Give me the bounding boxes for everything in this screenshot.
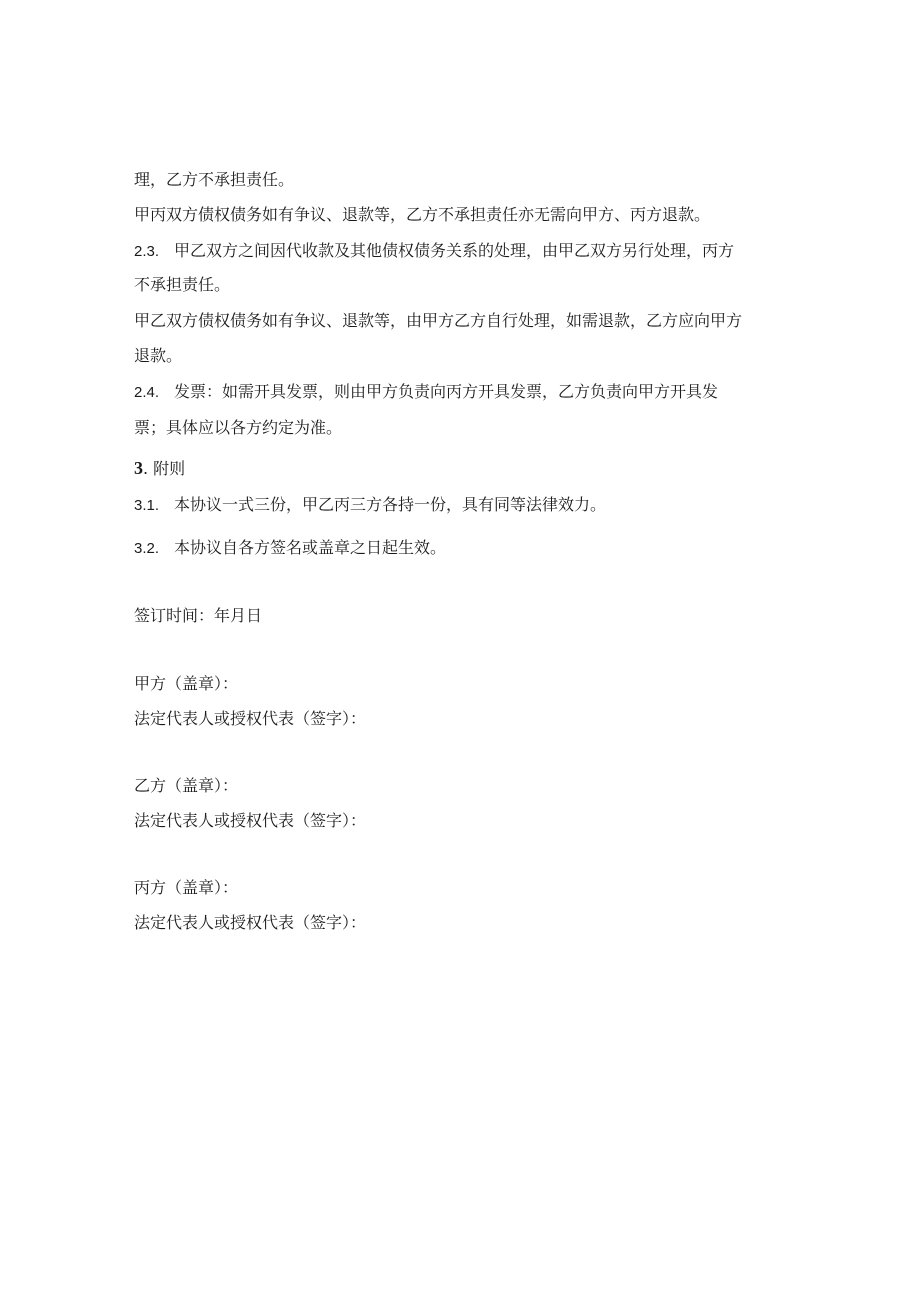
clause-2-4-continuation — [134, 418, 342, 438]
party-a-label: 甲方（盖章）： — [134, 674, 239, 693]
clause-number: 2.3. — [134, 243, 160, 260]
party-a-representative — [134, 709, 366, 729]
clause-text: 不承担责任。 — [134, 275, 231, 294]
clause-number: 2.4. — [134, 384, 160, 401]
clause-2-3 — [134, 241, 734, 262]
paragraph-dispute-ac — [134, 311, 742, 331]
paragraph-text: 退款。 — [134, 346, 183, 365]
section-title: . 附则 — [143, 459, 186, 478]
party-b-representative — [134, 811, 366, 831]
clause-text: 甲乙双方之间因代收款及其他债权债务关系的处理，由甲乙双方另行处理，丙方 — [174, 241, 735, 260]
paragraph-dispute-ac-continuation — [134, 346, 182, 366]
party-c-seal — [134, 878, 238, 898]
clause-number: 3.1. — [134, 497, 160, 514]
clause-text: 本协议自各方签名或盖章之日起生效。 — [174, 538, 447, 557]
signing-date — [134, 606, 262, 626]
clause-3-1 — [134, 495, 606, 516]
party-b-rep-label: 法定代表人或授权代表（签字）： — [134, 811, 367, 830]
paragraph-continuation — [134, 170, 294, 190]
section-number: 3 — [134, 458, 143, 478]
clause-text: 票；具体应以各方约定为准。 — [134, 418, 343, 437]
party-c-rep-label: 法定代表人或授权代表（签字）： — [134, 913, 367, 932]
party-a-seal — [134, 674, 238, 694]
clause-3-2 — [134, 538, 446, 559]
paragraph-text: 甲乙双方债权债务如有争议、退款等，由甲方乙方自行处理，如需退款，乙方应向甲方 — [134, 311, 743, 330]
clause-2-3-continuation — [134, 275, 230, 295]
signing-date-label: 签订时间：年月日 — [134, 606, 263, 625]
paragraph-dispute-ab — [134, 205, 710, 225]
paragraph-text: 理，乙方不承担责任。 — [134, 170, 295, 189]
clause-text: 发票：如需开具发票，则由甲方负责向丙方开具发票，乙方负责向甲方开具发 — [174, 382, 719, 401]
party-c-representative — [134, 913, 366, 933]
party-c-label: 丙方（盖章）： — [134, 878, 239, 897]
clause-text: 本协议一式三份，甲乙丙三方各持一份，具有同等法律效力。 — [174, 495, 607, 514]
party-b-seal — [134, 776, 238, 796]
paragraph-text: 甲丙双方债权债务如有争议、退款等，乙方不承担责任亦无需向甲方、丙方退款。 — [134, 205, 711, 224]
clause-2-4 — [134, 382, 718, 403]
section-3-heading — [134, 458, 185, 479]
clause-number: 3.2. — [134, 540, 160, 557]
party-a-rep-label: 法定代表人或授权代表（签字）： — [134, 709, 367, 728]
party-b-label: 乙方（盖章）： — [134, 776, 239, 795]
